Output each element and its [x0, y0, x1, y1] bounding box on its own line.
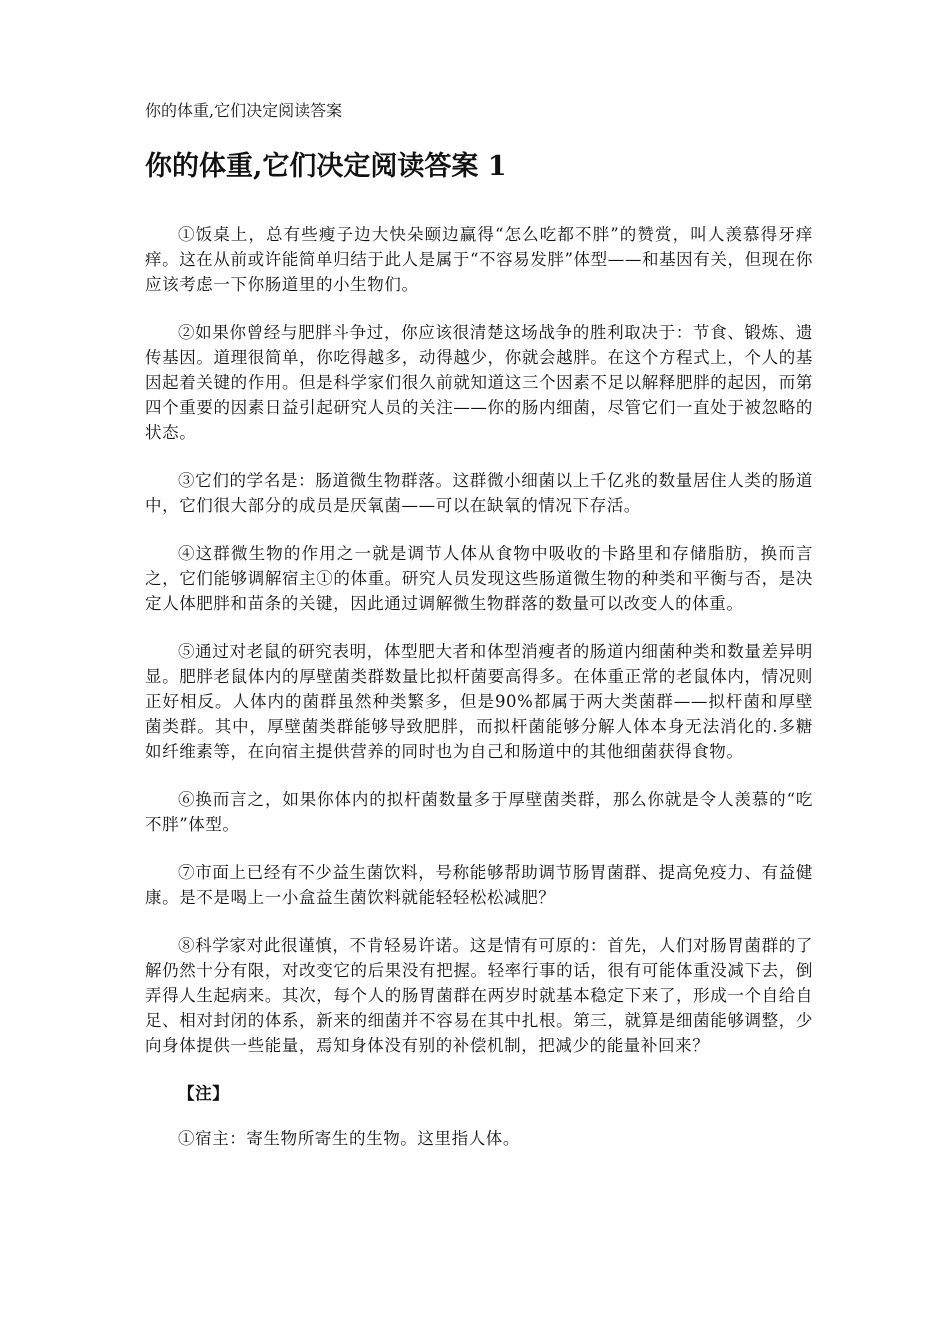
- running-header: 你的体重,它们决定阅读答案: [145, 101, 343, 120]
- note-heading: 【注】: [178, 1084, 230, 1103]
- paragraph-2: ②如果你曾经与肥胖斗争过，你应该很清楚这场战争的胜利取决于：节食、锻炼、遗传基因。道理很简单，你吃得越多，动得越少，你就会越胖。在这个方程式上，个人的基因起着关键的作用。但是科学家们很久前就知道这三个因素不足以解释肥胖的起因，而第四个重要的因素日益引起研究人员的关注——你的肠内细菌，尽管它们一直处于被忽略的状态。: [145, 323, 813, 442]
- document-body: [145, 222, 813, 1151]
- paragraph-8: ⑧科学家对此很谨慎，不肯轻易许诺。这是情有可原的：首先，人们对肠胃菌群的了解仍然十分有限，对改变它的后果没有把握。轻率行事的话，很有可能体重没减下去，倒弄得人生起病来。其次，每个人的肠胃菌群在两岁时就基本稳定下来了，形成一个自给自足、相对封闭的体系，新来的细菌并不容易在其中扎根。第三，就算是细菌能够调整，少向身体提供一些能量，焉知身体没有别的补偿机制，把减少的能量补回来？: [145, 936, 813, 1055]
- paragraph-5: ⑤通过对老鼠的研究表明，体型肥大者和体型消瘦者的肠道内细菌种类和数量差异明显。肥胖老鼠体内的厚壁菌类群数量比拟杆菌要高得多。在体重正常的老鼠体内，情况则正好相反。人体内的菌群虽然种类繁多，但是90%都属于两大类菌群——拟杆菌和厚壁菌类群。其中，厚壁菌类群能够导致肥胖，而拟杆菌能够分解人体本身无法消化的.多糖如纤维素等，在向宿主提供营养的同时也为自己和肠道中的其他细菌获得食物。: [145, 642, 813, 761]
- paragraph-7: ⑦市面上已经有不少益生菌饮料，号称能够帮助调节肠胃菌群、提高免疫力、有益健康。是不是喝上一小盒益生菌饮料就能轻轻松松减肥？: [145, 863, 813, 907]
- paragraph-1: ①饭桌上，总有些瘦子边大快朵颐边赢得“怎么吃都不胖”的赞赏，叫人羡慕得牙痒痒。这在从前或许能简单归结于此人是属于“不容易发胖”体型——和基因有关，但现在你应该考虑一下你肠道里的小生物们。: [145, 225, 813, 294]
- paragraph-6: ⑥换而言之，如果你体内的拟杆菌数量多于厚壁菌类群，那么你就是令人羡慕的“吃不胖”体型。: [145, 790, 813, 834]
- paragraph-4: ④这群微生物的作用之一就是调节人体从食物中吸收的卡路里和存储脂肪，换而言之，它们能够调解宿主①的体重。研究人员发现这些肠道微生物的种类和平衡与否，是决定人体肥胖和苗条的关键，因此通过调解微生物群落的数量可以改变人的体重。: [145, 544, 813, 613]
- paragraph-3: ③它们的学名是：肠道微生物群落。这群微小细菌以上千亿兆的数量居住人类的肠道中，它们很大部分的成员是厌氧菌——可以在缺氧的情况下存活。: [145, 471, 813, 515]
- note-item-1: ①宿主：寄生物所寄生的生物。这里指人体。: [178, 1129, 520, 1148]
- document-title: 你的体重,它们决定阅读答案 1: [145, 151, 507, 182]
